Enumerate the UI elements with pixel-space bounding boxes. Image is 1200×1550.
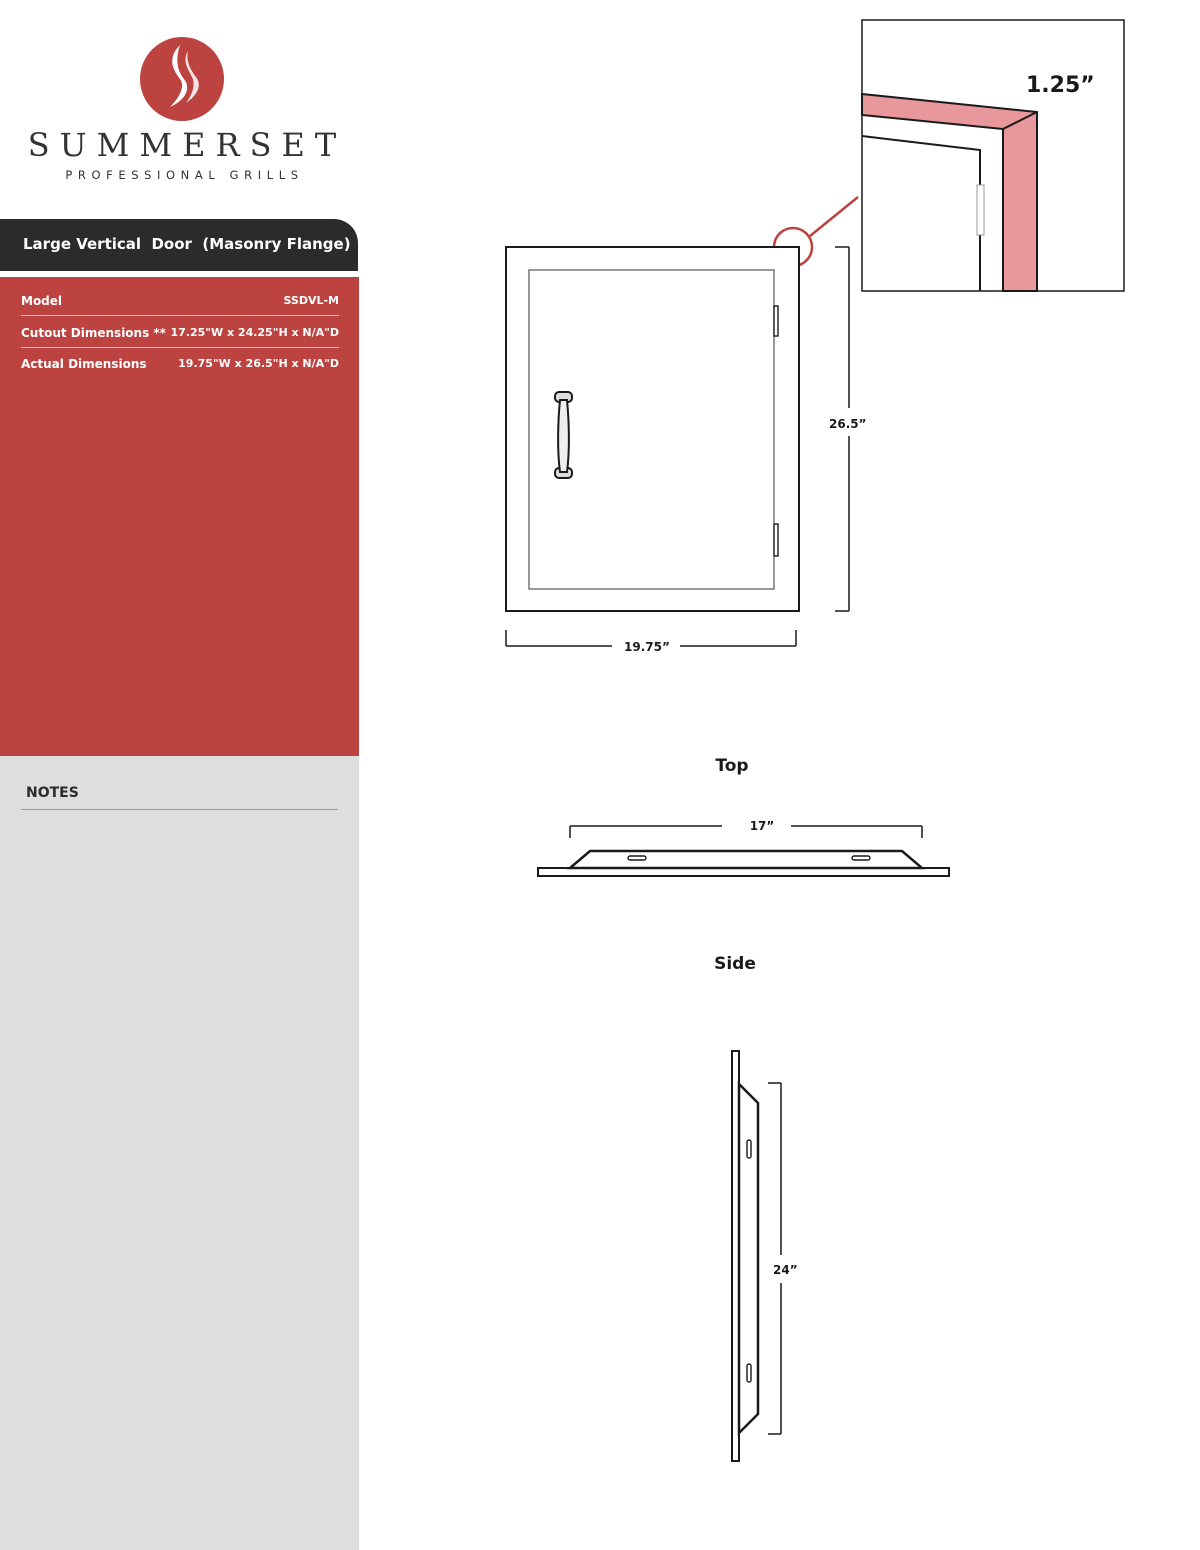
flange-detail — [862, 20, 1124, 291]
spec-label: Actual Dimensions — [21, 357, 147, 371]
brand-tagline: PROFESSIONAL GRILLS — [65, 168, 304, 182]
spec-label: Model — [21, 294, 63, 308]
side-view — [714, 954, 797, 1461]
top-view — [538, 756, 949, 876]
spec-value: SSDVL-M — [283, 294, 339, 307]
top-width-label: 17” — [749, 819, 775, 833]
top-view-heading: Top — [715, 756, 749, 776]
side-view-heading: Side — [714, 954, 756, 974]
callout-leader — [810, 197, 858, 236]
flange-width-label: 1.25” — [1026, 73, 1095, 98]
front-width-label: 19.75” — [624, 640, 670, 654]
brand-name: SUMMERSET — [27, 126, 347, 164]
side-height-label: 24” — [773, 1263, 798, 1277]
spec-label: Cutout Dimensions ** — [21, 326, 166, 340]
spec-value: 19.75"W x 26.5"H x N/A"D — [178, 357, 339, 370]
front-height-label: 26.5” — [829, 417, 867, 431]
product-title: Large Vertical Door (Masonry Flange) — [23, 235, 351, 253]
front-view — [506, 247, 867, 654]
spec-value: 17.25"W x 24.25"H x N/A"D — [170, 326, 339, 339]
notes-heading: NOTES — [26, 785, 79, 801]
